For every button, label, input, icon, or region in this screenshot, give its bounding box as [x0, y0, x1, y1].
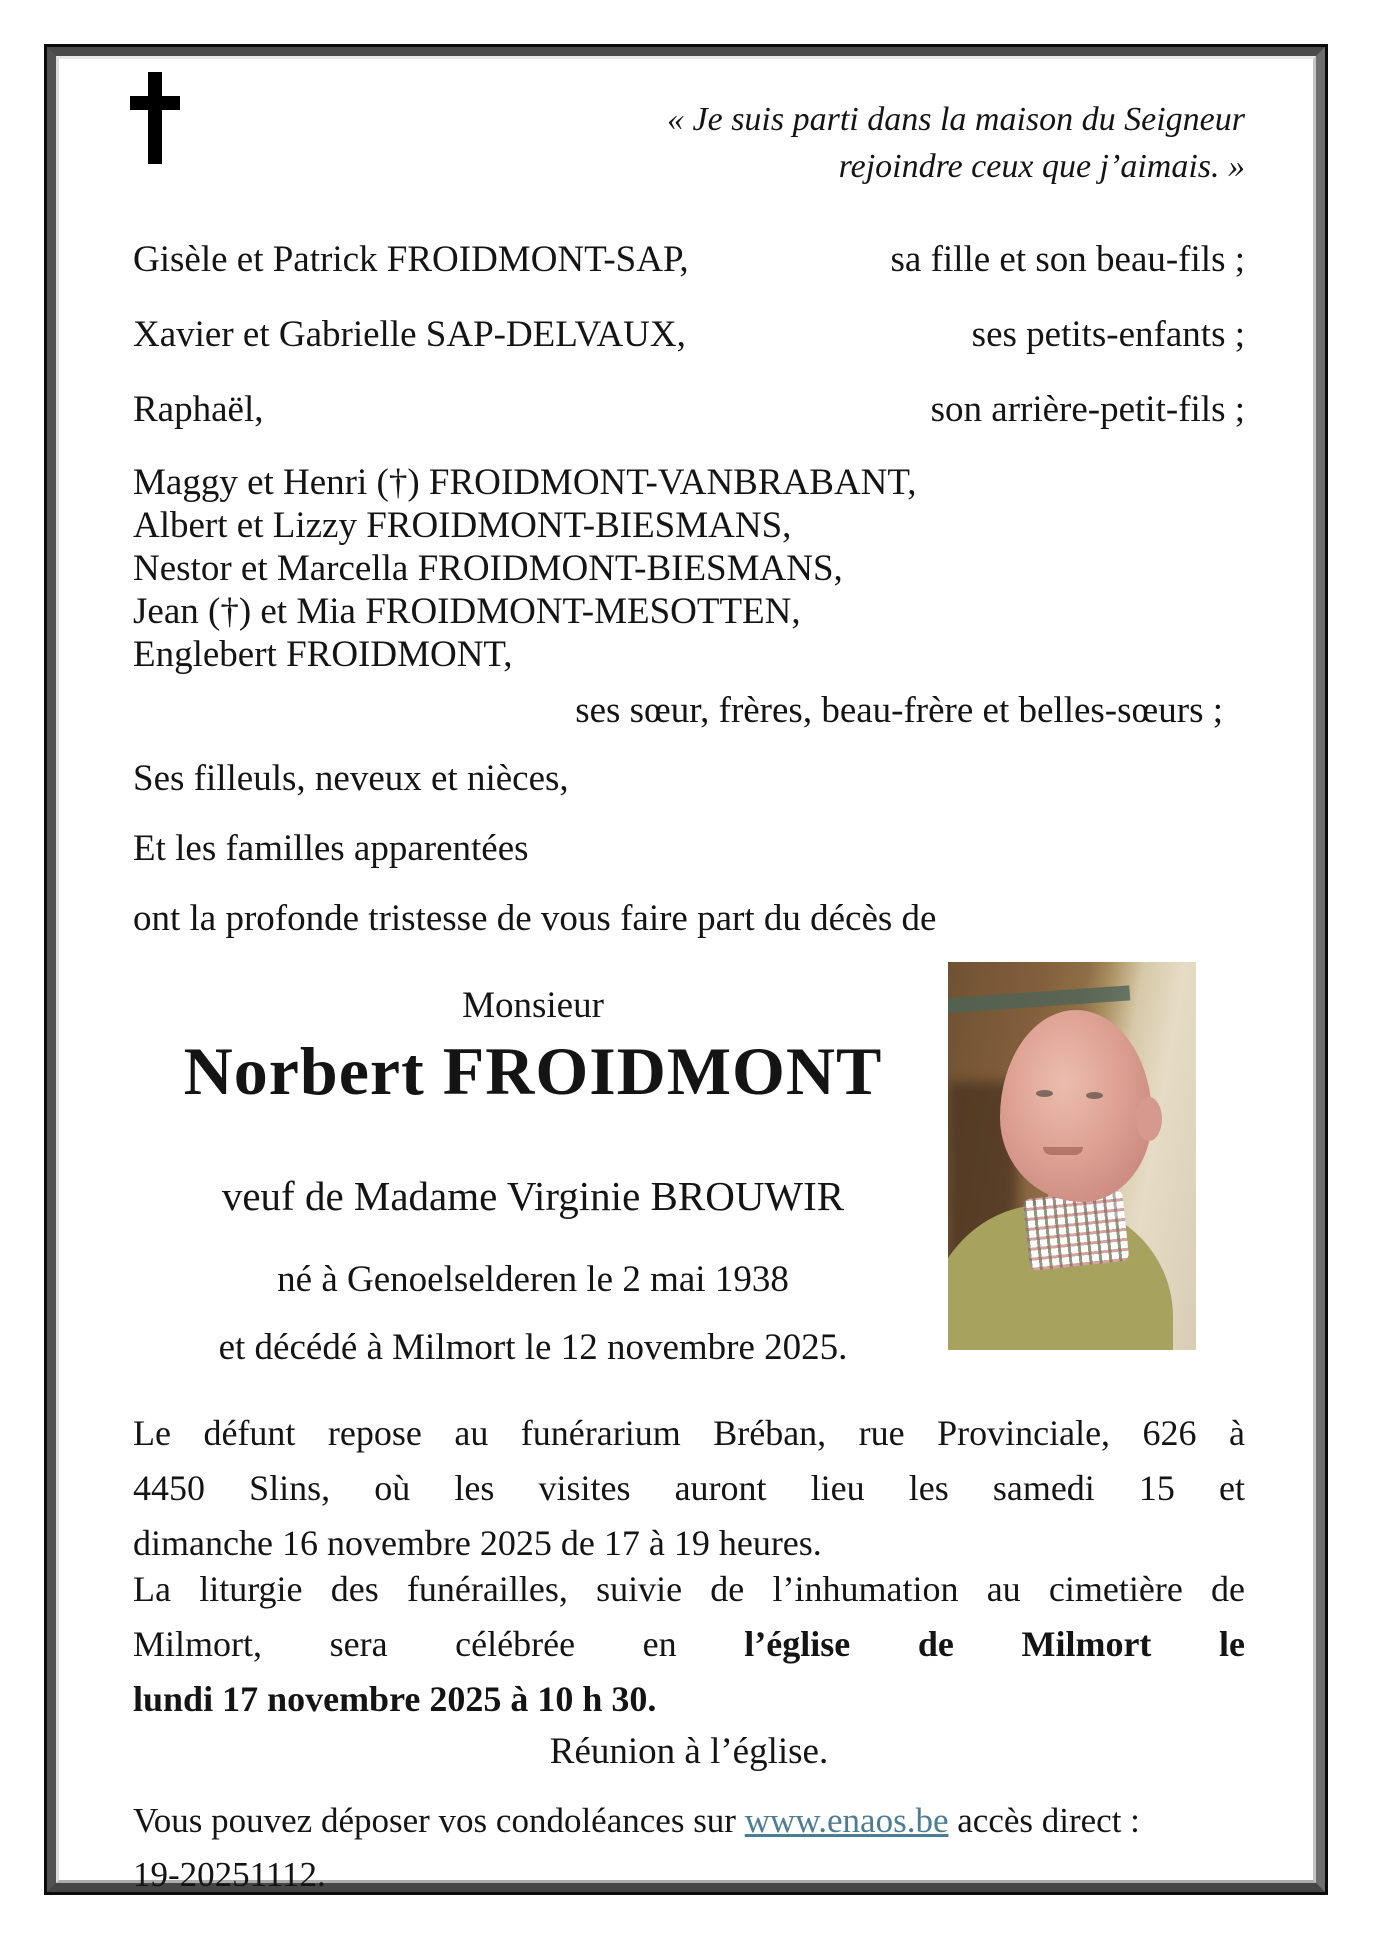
reunion-line: Réunion à l’église. — [549, 1731, 829, 1772]
mention-familles: Et les familles apparentées — [133, 828, 529, 869]
condolences-reference: 19-20251112. — [133, 1855, 326, 1894]
religious-quote — [667, 96, 1245, 190]
deceased-civility: Monsieur — [462, 985, 604, 1026]
sibling-line: Albert et Lizzy FROIDMONT-BIESMANS, — [133, 505, 792, 546]
sibling-line: Nestor et Marcella FROIDMONT-BIESMANS, — [133, 548, 843, 589]
enaos-link[interactable]: www.enaos.be — [744, 1801, 949, 1840]
deceased-widower-of: veuf de Madame Virginie BROUWIR — [221, 1173, 845, 1219]
liturgy-paragraph — [133, 1562, 1245, 1727]
relative-relation: ses petits-enfants ; — [971, 314, 1245, 355]
siblings-list — [133, 461, 917, 676]
condolences-line — [133, 1794, 1263, 1848]
liturgy-line-2-normal: Milmort, sera célébrée en — [133, 1624, 677, 1664]
deceased-death-line: et décédé à Milmort le 12 novembre 2025. — [218, 1327, 848, 1368]
relative-names: Raphaël, — [133, 389, 264, 430]
photo-mouth — [1043, 1147, 1083, 1155]
relative-row — [133, 238, 1245, 282]
announcement-line: ont la profonde tristesse de vous faire part du décès de — [133, 898, 937, 939]
condolences-block — [133, 1794, 1263, 1902]
relative-row — [133, 388, 1245, 432]
condolences-text-after: accès direct : — [957, 1801, 1140, 1840]
liturgy-line-2 — [133, 1617, 1245, 1672]
relative-relation: sa fille et son beau-fils ; — [890, 239, 1245, 280]
repose-line-3: dimanche 16 novembre 2025 de 17 à 19 heures. — [133, 1523, 822, 1563]
liturgy-line-2-bold: l’église de Milmort le — [744, 1624, 1246, 1664]
sibling-line: Englebert FROIDMONT, — [133, 634, 513, 675]
liturgy-line-1: La liturgie des funérailles, suivie de l’inhumation au cimetière de — [133, 1569, 1245, 1609]
photo-head — [1000, 1010, 1152, 1202]
condolences-text-before: Vous pouvez déposer vos condoléances sur — [133, 1801, 736, 1840]
photo-eye — [1036, 1090, 1053, 1097]
sibling-line: Maggy et Henri (†) FROIDMONT-VANBRABANT, — [133, 462, 917, 503]
portrait-photo — [948, 962, 1196, 1350]
quote-line-1: « Je suis parti dans la maison du Seigneur — [667, 101, 1245, 138]
quote-line-2: rejoindre ceux que j’aimais. » — [838, 148, 1245, 185]
repose-paragraph — [133, 1406, 1245, 1571]
deceased-birth-line: né à Genoelselderen le 2 mai 1938 — [277, 1259, 789, 1300]
photo-background-detail — [948, 985, 1130, 1013]
siblings-relation: ses sœur, frères, beau-frère et belles-sœurs ; — [575, 690, 1223, 731]
liturgy-line-3: lundi 17 novembre 2025 à 10 h 30. — [133, 1679, 657, 1719]
photo-eye — [1086, 1092, 1103, 1099]
relative-names: Xavier et Gabrielle SAP-DELVAUX, — [133, 314, 686, 355]
photo-ear — [1136, 1097, 1162, 1141]
relative-relation: son arrière-petit-fils ; — [930, 389, 1245, 430]
relatives-list — [133, 238, 1245, 463]
repose-line-1: Le défunt repose au funérarium Bréban, rue Provinciale, 626 à — [133, 1413, 1245, 1453]
relative-names: Gisèle et Patrick FROIDMONT-SAP, — [133, 239, 689, 280]
relative-row — [133, 313, 1245, 357]
deceased-name: Norbert FROIDMONT — [183, 1033, 883, 1109]
cross-icon — [130, 72, 180, 164]
repose-line-2: 4450 Slins, où les visites auront lieu les samedi 15 et — [133, 1468, 1245, 1508]
sibling-line: Jean (†) et Mia FROIDMONT-MESOTTEN, — [133, 591, 801, 632]
mention-filleuls: Ses filleuls, neveux et nièces, — [133, 758, 569, 799]
